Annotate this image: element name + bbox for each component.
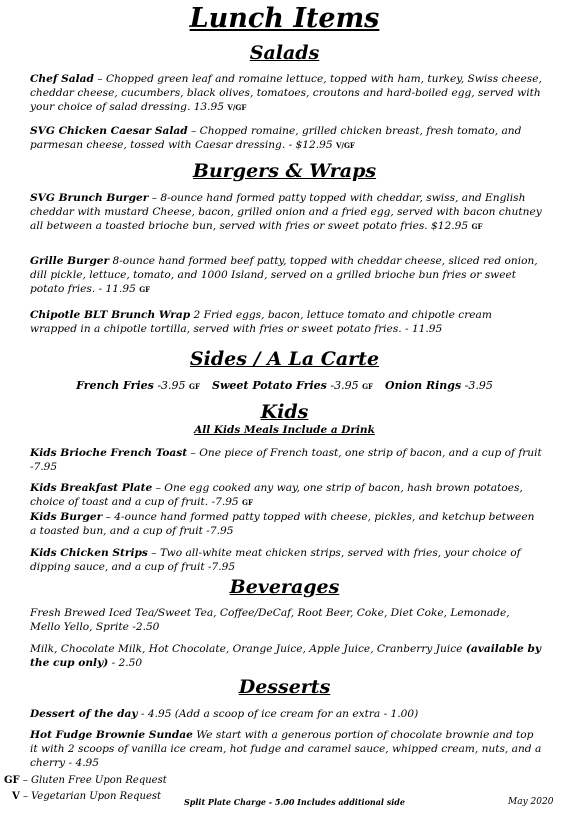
menu-item [30,728,542,771]
item-description: We start with a generous portion of chocolate brownie and top it with 2 scoops of vanilla ice cream, hot fudge and caramel sauce, whipped cream, nuts, and a cherry - 4.95 [30,729,542,770]
dietary-tag: V/GF [335,141,355,151]
legend-gluten-free [4,774,167,788]
beverage-note: (available by the cup only) [30,643,542,670]
side-name: Sweet Potato Fries [212,379,327,392]
section-heading-sides: Sides / A La Carte [189,348,380,370]
dietary-tag: GF [139,285,151,295]
dietary-tag: GF [242,498,253,508]
item-name: Grille Burger [30,255,110,267]
item-name: Hot Fudge Brownie Sundae [30,729,193,741]
item-description: - 4.95 (Add a scoop of ice cream for an extra - 1.00) [137,708,419,720]
item-name: Chipotle BLT Brunch Wrap [30,309,191,321]
split-plate-note: Split Plate Charge - 5.00 Includes additional side [184,797,405,807]
beverage-text: Milk, Chocolate Milk, Hot Chocolate, Orange Juice, Apple Juice, Cranberry Juice [30,643,466,655]
dietary-tag: V/GF [227,103,247,113]
item-name: SVG Chicken Caesar Salad [30,125,188,137]
legend-label: – Vegetarian Upon Request [19,791,162,802]
menu-item [30,510,542,538]
item-description: 8-ounce hand formed beef patty, topped with cheddar cheese, sliced red onion, dill pickle, lettuce, tomato, and 1000 Island, served on a grilled brioche bun fries or sweet potato fries. - 11.95 [30,255,538,296]
menu-item [30,308,542,336]
side-price: -3.95 [153,379,190,392]
menu-item [30,707,542,721]
legend-key: V [12,791,20,802]
dietary-tag: GF [362,382,374,391]
item-name: SVG Brunch Burger [30,192,149,204]
section-heading-salads: Salads [249,42,320,64]
item-description: 2 Fried eggs, bacon, lettuce tomato and chipotle cream wrapped in a chipotle tortilla, served with fries or sweet potato fries. - 11.95 [30,309,492,336]
section-heading-beverages: Beverages [229,576,340,598]
section-heading-burgers: Burgers & Wraps [192,160,377,182]
item-description: – 8-ounce hand formed patty topped with cheddar, swiss, and English cheddar with mustard Cheese, bacon, grilled onion and a fried egg, served with bacon chutney all between a toasted brioche bun, served with fries or sweet potato fries. $12.95 [30,192,542,233]
side-name: French Fries [76,379,154,392]
side-price: -3.95 [461,379,493,392]
section-heading-desserts: Desserts [238,676,331,698]
item-description: – Chopped romaine, grilled chicken breast, fresh tomato, and parmesan cheese, tossed with Caesar dressing. - $12.95 [30,125,522,152]
legend-vegetarian [12,790,161,804]
beverage-price: - 2.50 [108,657,143,670]
menu-item [30,446,542,474]
legend-key: GF [4,775,20,786]
beverage-text: Fresh Brewed Iced Tea/Sweet Tea, Coffee/DeCaf, Root Beer, Coke, Diet Coke, Lemonade, Mello Yello, Sprite -2.50 [30,607,510,634]
side-name: Onion Rings [385,379,462,392]
sides-line [0,379,569,394]
item-name: Kids Chicken Strips [30,547,148,559]
beverage-line [30,606,542,634]
menu-item [30,191,542,235]
item-description: – Two all-white meat chicken strips, served with fries, your choice of dipping sauce, and a cup of fruit -7.95 [30,547,521,574]
item-description: – Chopped green leaf and romaine lettuce, topped with ham, turkey, Swiss cheese, cheddar cheese, cucumbers, black olives, tomatoes, croutons and hard-boiled egg, served with your choice of salad dressing. 13.95 [30,73,542,114]
item-name: Kids Burger [30,511,103,523]
beverage-line [30,642,542,670]
dietary-tag: GF [471,222,483,232]
side-price: -3.95 [326,379,363,392]
dietary-tag: GF [189,382,200,391]
item-name: Dessert of the day [30,708,138,720]
menu-item [30,72,542,116]
item-name: Kids Breakfast Plate [30,482,153,494]
item-name: Chef Salad [30,73,94,85]
kids-note: All Kids Meals Include a Drink [194,424,375,436]
section-heading-kids: Kids [260,401,309,423]
item-name: Kids Brioche French Toast [30,447,188,459]
menu-item [30,254,542,298]
legend-label: – Gluten Free Upon Request [19,775,167,786]
menu-item [30,546,542,574]
item-description: – One egg cooked any way, one strip of bacon, hash brown potatoes, choice of toast and a cup of fruit. -7.95 [30,482,523,509]
item-description: – One piece of French toast, one strip of bacon, and a cup of fruit -7.95 [30,447,542,474]
item-description: – 4-ounce hand formed patty topped with cheese, pickles, and ketchup between a toasted bun, and a cup of fruit -7.95 [30,511,535,538]
menu-item [30,124,542,153]
menu-item [30,481,542,510]
menu-date: May 2020 [508,797,554,807]
page-title: Lunch Items [189,3,380,34]
